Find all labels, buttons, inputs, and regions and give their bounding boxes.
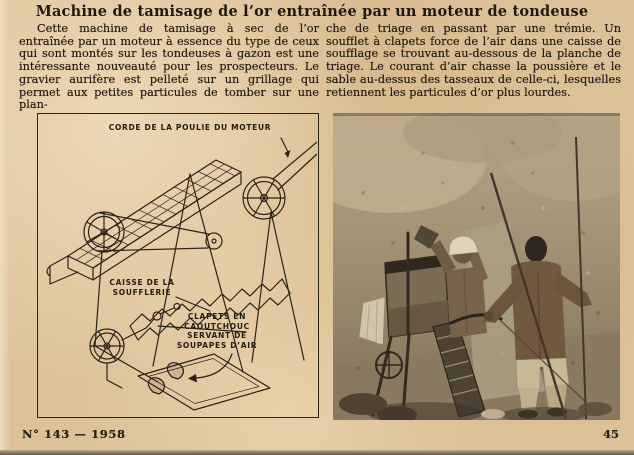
body-column-left: Cette machine de tamisage à sec de l’or entraînée par un moteur à essence du type de ceux qui sont montés sur les tondeuses à gazon est une intéressante nouveauté pour les prospecteurs. Le gravier aurifère est pelleté sur un grillage qui permet aux petites particules de tomber sur une plan- [19, 22, 319, 112]
diagram-label-blower-box: CAISSE DE LA SOUFFLERIE [109, 278, 175, 297]
caisse-leader-line [176, 297, 210, 311]
prospectors-photo-figure [333, 113, 620, 420]
motor-pulley [243, 177, 285, 219]
page-number: 45 [602, 427, 619, 441]
article-title: Machine de tamisage de l’or entraînée par un moteur de tondeuse [35, 3, 589, 20]
flywheel [84, 212, 124, 252]
cord-label-arrow [281, 138, 288, 152]
pulley-cord [273, 142, 317, 190]
photo-illustration [333, 113, 620, 420]
page-footer [22, 427, 619, 441]
issue-number: N° 143 — 1958 [22, 427, 126, 441]
body-column-right: che de triage en passant par une trémie. Un soufflet à clapets force de l’air dans une caisse de soufflage se trouvant au-dessous de la planche de triage. Le courant d’air chasse la poussière et le sable au-dessus des tasseaux de celle-ci, lesquelles retiennent les particules d’or plus lourdes. [326, 22, 621, 99]
page-bottom-rule [0, 450, 634, 455]
valve-plate [138, 354, 270, 410]
machine-diagram-figure [37, 113, 319, 418]
diagram-label-valves: CLAPETS EN CAOUTCHOUC SERVANT DE SOUPAPES D’AIR [176, 312, 258, 350]
machine-line-drawing [38, 114, 317, 416]
diagram-label-cord: CORDE DE LA POULIE DU MOTEUR [108, 123, 272, 132]
valve-detail-wheel [90, 329, 124, 363]
